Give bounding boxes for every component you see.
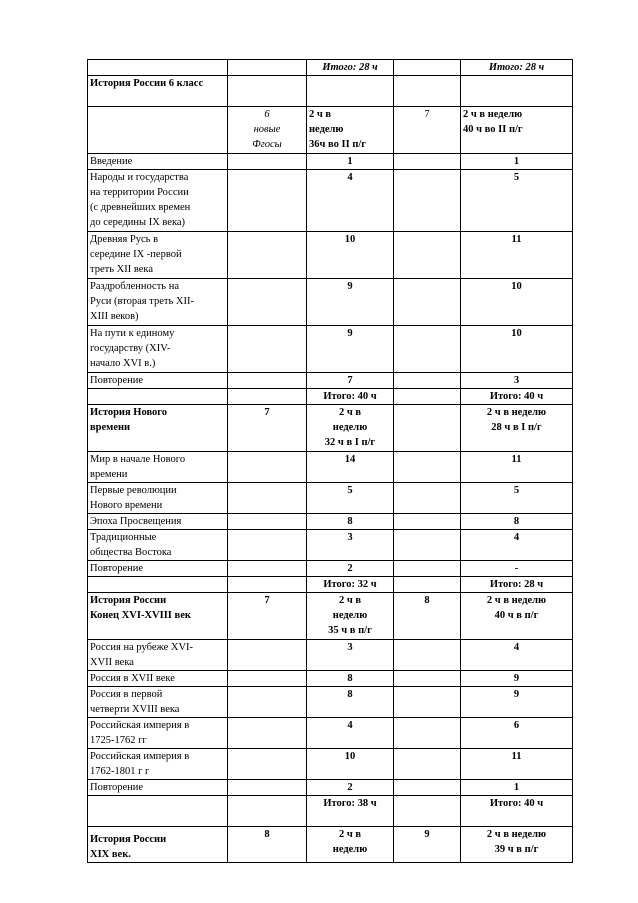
hours-a-cell: 2 ч в неделю 35 ч в п/г	[307, 593, 394, 640]
hours-b-cell: 1	[461, 780, 573, 796]
grade-b-cell	[394, 389, 461, 405]
hours-b-cell: 11	[461, 232, 573, 279]
hours-b-cell: Итого: 40 ч	[461, 389, 573, 405]
topic-cell: Эпоха Просвещения	[88, 514, 228, 530]
topic-cell: На пути к единому государству (XIV- начало XVI в.)	[88, 326, 228, 373]
grade-a-cell: 7	[228, 593, 307, 640]
hours-a-cell: Итого: 38 ч	[307, 796, 394, 827]
grade-a-cell	[228, 279, 307, 326]
topic-cell: Российская империя в 1725-1762 гг	[88, 718, 228, 749]
hours-a-cell: Итого: 28 ч	[307, 60, 394, 76]
grade-b-cell: 9	[394, 827, 461, 863]
grade-a-cell	[228, 373, 307, 389]
topic-cell: Мир в начале Нового времени	[88, 452, 228, 483]
table-row	[88, 718, 573, 749]
grade-b-cell	[394, 561, 461, 577]
hours-a-cell: 3	[307, 640, 394, 671]
topic-cell: История Нового времени	[88, 405, 228, 452]
grade-b-cell	[394, 60, 461, 76]
hours-a-cell: 3	[307, 530, 394, 561]
hours-b-cell: 9	[461, 687, 573, 718]
hours-a-cell: 2 ч в неделю 32 ч в I п/г	[307, 405, 394, 452]
hours-a-cell: 9	[307, 279, 394, 326]
hours-b-cell: Итого: 40 ч	[461, 796, 573, 827]
hours-b-cell: 5	[461, 483, 573, 514]
table-body	[88, 60, 573, 863]
topic-cell: История России XIX век.	[88, 827, 228, 863]
hours-a-cell: Итого: 32 ч	[307, 577, 394, 593]
curriculum-table	[87, 59, 573, 863]
topic-cell	[88, 389, 228, 405]
grade-b-cell	[394, 279, 461, 326]
grade-b-cell	[394, 530, 461, 561]
table-row	[88, 577, 573, 593]
hours-b-cell: 10	[461, 279, 573, 326]
table-row	[88, 796, 573, 827]
grade-b-cell	[394, 671, 461, 687]
topic-cell: Россия в XVII веке	[88, 671, 228, 687]
hours-a-cell: 2 ч в неделю 36ч во II п/г	[307, 107, 394, 154]
grade-a-cell	[228, 561, 307, 577]
table-row	[88, 279, 573, 326]
hours-a-cell: 7	[307, 373, 394, 389]
grade-b-cell	[394, 232, 461, 279]
grade-a-cell	[228, 780, 307, 796]
grade-a-cell	[228, 76, 307, 107]
table-row	[88, 780, 573, 796]
topic-cell	[88, 107, 228, 154]
table-row	[88, 483, 573, 514]
grade-b-cell	[394, 452, 461, 483]
grade-b-cell	[394, 687, 461, 718]
grade-b-cell	[394, 780, 461, 796]
table-row	[88, 326, 573, 373]
grade-a-cell	[228, 154, 307, 170]
grade-b-cell	[394, 170, 461, 232]
grade-a-cell	[228, 687, 307, 718]
hours-a-cell: 9	[307, 326, 394, 373]
grade-b-cell	[394, 796, 461, 827]
hours-a-cell	[307, 76, 394, 107]
hours-b-cell: 5	[461, 170, 573, 232]
hours-a-cell: 8	[307, 671, 394, 687]
grade-b-cell: 7	[394, 107, 461, 154]
table-row	[88, 749, 573, 780]
hours-b-cell: 4	[461, 530, 573, 561]
hours-b-cell: 2 ч в неделю 40 ч в п/г	[461, 593, 573, 640]
table-row	[88, 530, 573, 561]
grade-b-cell	[394, 405, 461, 452]
grade-a-cell	[228, 232, 307, 279]
topic-cell: Древняя Русь в середине IX -первой треть XII века	[88, 232, 228, 279]
hours-a-cell: 1	[307, 154, 394, 170]
topic-cell: Традиционные общества Востока	[88, 530, 228, 561]
grade-a-cell	[228, 718, 307, 749]
grade-a-cell	[228, 749, 307, 780]
topic-cell: Российская империя в 1762-1801 г г	[88, 749, 228, 780]
hours-a-cell: 14	[307, 452, 394, 483]
hours-a-cell: Итого: 40 ч	[307, 389, 394, 405]
hours-b-cell: 11	[461, 749, 573, 780]
topic-cell: Россия на рубеже XVI- XVII века	[88, 640, 228, 671]
grade-a-cell	[228, 170, 307, 232]
hours-b-cell: Итого: 28 ч	[461, 577, 573, 593]
table-row	[88, 232, 573, 279]
table-row	[88, 561, 573, 577]
grade-b-cell	[394, 514, 461, 530]
topic-cell	[88, 796, 228, 827]
hours-b-cell: 2 ч в неделю 28 ч в I п/г	[461, 405, 573, 452]
grade-a-cell: 6 новые Фгосы	[228, 107, 307, 154]
grade-a-cell: 8	[228, 827, 307, 863]
hours-b-cell: Итого: 28 ч	[461, 60, 573, 76]
hours-b-cell: 8	[461, 514, 573, 530]
grade-b-cell	[394, 749, 461, 780]
hours-b-cell: 6	[461, 718, 573, 749]
table-row	[88, 76, 573, 107]
grade-a-cell	[228, 389, 307, 405]
grade-a-cell	[228, 326, 307, 373]
table-row	[88, 389, 573, 405]
grade-b-cell	[394, 76, 461, 107]
hours-b-cell: 10	[461, 326, 573, 373]
grade-a-cell	[228, 483, 307, 514]
hours-b-cell	[461, 76, 573, 107]
table-row	[88, 514, 573, 530]
table-row	[88, 827, 573, 863]
hours-a-cell: 10	[307, 749, 394, 780]
table-row	[88, 687, 573, 718]
grade-a-cell	[228, 796, 307, 827]
grade-b-cell	[394, 483, 461, 514]
table-row	[88, 640, 573, 671]
table-row	[88, 154, 573, 170]
grade-b-cell	[394, 154, 461, 170]
table-row	[88, 107, 573, 154]
grade-a-cell	[228, 452, 307, 483]
hours-a-cell: 8	[307, 687, 394, 718]
grade-a-cell: 7	[228, 405, 307, 452]
topic-cell: История России 6 класс	[88, 76, 228, 107]
table-row	[88, 452, 573, 483]
hours-b-cell: 9	[461, 671, 573, 687]
topic-cell: Народы и государства на территории России (с древнейших времен до середины IX века)	[88, 170, 228, 232]
hours-a-cell: 4	[307, 170, 394, 232]
grade-a-cell	[228, 514, 307, 530]
hours-a-cell: 10	[307, 232, 394, 279]
grade-b-cell: 8	[394, 593, 461, 640]
grade-b-cell	[394, 326, 461, 373]
topic-cell: Россия в первой четверти XVIII века	[88, 687, 228, 718]
hours-b-cell: 11	[461, 452, 573, 483]
hours-a-cell: 4	[307, 718, 394, 749]
table-row	[88, 593, 573, 640]
grade-b-cell	[394, 640, 461, 671]
hours-b-cell: 2 ч в неделю 40 ч во II п/г	[461, 107, 573, 154]
topic-cell: Первые революции Нового времени	[88, 483, 228, 514]
hours-b-cell: 1	[461, 154, 573, 170]
grade-a-cell	[228, 671, 307, 687]
grade-b-cell	[394, 373, 461, 389]
topic-cell: Введение	[88, 154, 228, 170]
grade-a-cell	[228, 530, 307, 561]
grade-a-cell	[228, 60, 307, 76]
table-row	[88, 405, 573, 452]
grade-a-cell	[228, 577, 307, 593]
topic-cell: Раздробленность на Руси (вторая треть XII- XIII веков)	[88, 279, 228, 326]
topic-cell	[88, 60, 228, 76]
hours-b-cell: 4	[461, 640, 573, 671]
table-row	[88, 170, 573, 232]
topic-cell	[88, 577, 228, 593]
table-row	[88, 60, 573, 76]
hours-a-cell: 8	[307, 514, 394, 530]
topic-cell: Повторение	[88, 373, 228, 389]
hours-b-cell: 3	[461, 373, 573, 389]
hours-b-cell: -	[461, 561, 573, 577]
topic-cell: История России Конец XVI-XVIII век	[88, 593, 228, 640]
hours-a-cell: 5	[307, 483, 394, 514]
topic-cell: Повторение	[88, 561, 228, 577]
grade-a-cell	[228, 640, 307, 671]
topic-cell: Повторение	[88, 780, 228, 796]
grade-b-cell	[394, 577, 461, 593]
grade-b-cell	[394, 718, 461, 749]
hours-b-cell: 2 ч в неделю 39 ч в п/г	[461, 827, 573, 863]
table-row	[88, 373, 573, 389]
table-row	[88, 671, 573, 687]
hours-a-cell: 2 ч в неделю	[307, 827, 394, 863]
hours-a-cell: 2	[307, 780, 394, 796]
hours-a-cell: 2	[307, 561, 394, 577]
